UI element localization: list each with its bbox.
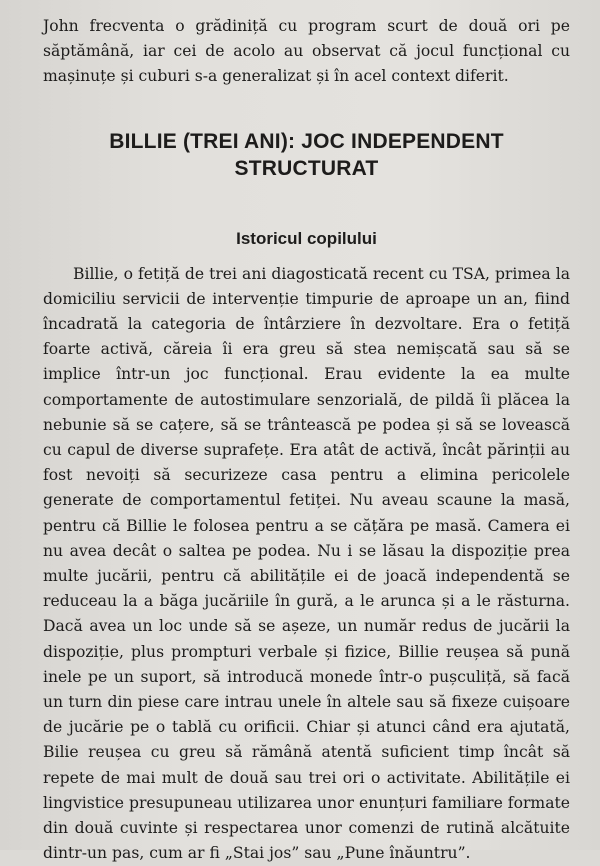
body-paragraph: Billie, o fetiță de trei ani diagosticată recent cu TSA, primea la domiciliu servicii de intervenție timpurie de aproape un an, fiind încadrată la categoria de întârziere în dezvoltare. Era o fetiță foarte activă, căreia îi era greu să stea nemișcată sau să se implice într-un joc funcțional. Erau evidente la ea multe comportamente de autostimulare senzorială, de pildă îi plăcea la nebunie să se cațere, să se trântească pe podea și să se lovească cu capul de diverse suprafețe. Era atât de activă, încât părinții au fost nevoiți să securizeze casa pentru a elimina pericolele generate de comportamentul fetiței. Nu aveau scaune la masă, pentru că Billie le folosea pentru a se cățăra pe masă. Camera ei nu avea decât o saltea pe podea. Nu i se lăsau la dispoziție prea multe jucării, pentru că abilitățile ei de joacă independentă se reduceau la a băga jucăriile în gură, a le arunca și a le răsturna. Dacă avea un loc unde să se așeze, un număr redus de jucării la dispoziție, plus prompturi verbale și fizice, Billie reușea să pună inele pe un suport, să introducă monede într-o pușculiță, să facă un turn din piese care intrau unele în altele sau să fixeze cuișoare de jucărie pe o tablă cu orificii. Chiar și atunci când era ajutată, Bilie reușea cu greu să rămână atentă suficient timp încât să repete de mai mult de două sau trei ori o activitate. Abilitățile ei lingvistice presupuneau utilizarea unor enunțuri familiare formate din două cuvinte și respectarea unor comenzi de rutină alcătuite dintr-un pas, cum ar fi „Stai jos” sau „Pune înăuntru”.	[43, 264, 570, 863]
intro-paragraph: John frecventa o grădiniță cu program scurt de două ori pe săptămână, iar cei de acolo au observat că jocul funcțional cu mașinuțe și cuburi s-a generalizat și în acel context diferit.	[43, 17, 570, 86]
section-title: BILLIE (TREI ANI): JOC INDEPENDENT STRUCTURAT	[109, 129, 504, 180]
subsection-title: Istoricul copilului	[236, 228, 377, 248]
